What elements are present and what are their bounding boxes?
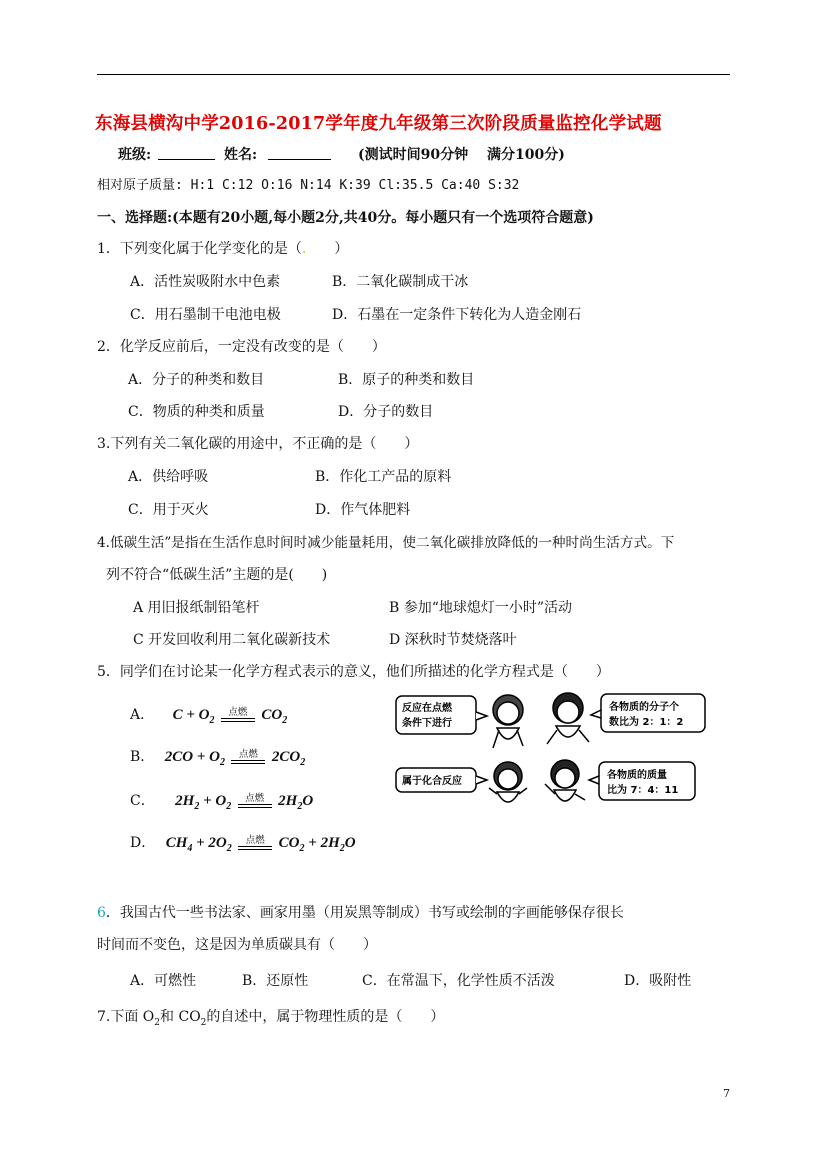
- bubble-3: 属于化合反应: [402, 776, 462, 787]
- q4-stem-line1: 4.低碳生活”是指在生活作息时间时减少能量耗用，使二氧化碳排放降低的一种时尚生活方式。下: [97, 535, 675, 551]
- q7-stem: 7.下面 $O_2$和 $CO_2$的自述中，属于物理性质的是（ ）: [97, 1009, 445, 1028]
- q3-option-a[interactable]: A．供给呼吸: [128, 469, 209, 485]
- q4-stem-line2: 列不符合“低碳生活”主题的是( ): [106, 567, 328, 583]
- exam-title: 东海县横沟中学2016-2017学年度九年级第三次阶段质量监控化学试题: [95, 114, 662, 134]
- q6-option-d[interactable]: D．吸附性: [624, 973, 692, 989]
- q6-option-c[interactable]: C．在常温下，化学性质不活泼: [362, 973, 555, 989]
- class-label: 班级:: [118, 147, 152, 163]
- q4-option-c[interactable]: C 开发回收利用二氧化碳新技术: [133, 632, 331, 648]
- bubble-1-line1: 反应在点燃: [402, 703, 452, 714]
- q5-discussion-illustration: [393, 688, 733, 816]
- section-heading: 一、选择题:(本题有20小题,每小题2分,共40分。每小题只有一个选项符合题意): [97, 210, 594, 226]
- page-number: 7: [723, 1087, 730, 1100]
- bubble-4-line1: 各物质的质量: [607, 770, 667, 781]
- q4-option-a[interactable]: A 用旧报纸制铅笔杆: [133, 600, 260, 616]
- bubble-4-line2: 比为 7：4：11: [607, 785, 679, 796]
- q1-stem: 1．下列变化属于化学变化的是（. ）: [97, 241, 349, 257]
- bubble-1-line2: 条件下进行: [402, 718, 452, 729]
- q5-option-c[interactable]: C． $2H_2 + O_2$ 点燃 $2H_2O$: [130, 793, 314, 812]
- time-score: (测试时间90分钟 满分100分): [358, 147, 565, 163]
- q3-option-b[interactable]: B．作化工产品的原料: [315, 469, 452, 485]
- atomic-mass: 相对原子质量: H:1 C:12 O:16 N:14 K:39 Cl:35.5 Ca:40 S:32: [97, 178, 520, 193]
- q6-option-a[interactable]: A．可燃性: [130, 973, 197, 989]
- q1-option-c[interactable]: C．用石墨制干电池电极: [130, 307, 281, 323]
- bubble-2-line1: 各物质的分子个: [609, 702, 679, 713]
- name-label: 姓名:: [224, 147, 258, 163]
- q4-option-d[interactable]: D 深秋时节焚烧落叶: [389, 632, 517, 648]
- q5-stem: 5．同学们在讨论某一化学方程式表示的意义，他们所描述的化学方程式是（ ）: [97, 664, 610, 680]
- student-boy-2-icon: [545, 760, 585, 801]
- q6-stem-line1: 6．我国古代一些书法家、画家用墨（用炭黑等制成）书写或绘制的字画能够保存很长: [97, 905, 624, 921]
- q3-option-c[interactable]: C．用于灭火: [128, 502, 209, 518]
- q6-option-b[interactable]: B．还原性: [242, 973, 309, 989]
- name-blank[interactable]: [268, 144, 331, 160]
- student-girl-icon: [493, 695, 523, 748]
- student-boy-icon: [547, 693, 589, 744]
- q1-option-b[interactable]: B．二氧化碳制成干冰: [332, 274, 469, 290]
- q5-option-b[interactable]: B． $2CO + O_2$ 点燃 $2CO_2$: [130, 749, 306, 768]
- q2-stem: 2．化学反应前后，一定没有改变的是（ ）: [97, 339, 386, 355]
- student-girl-2-icon: [489, 762, 527, 802]
- header-rule: [97, 74, 730, 75]
- q3-stem: 3.下列有关二氧化碳的用途中，不正确的是（ ）: [97, 436, 419, 452]
- bubble-2-line2: 数比为 2：1：2: [609, 717, 684, 728]
- q6-stem-line2: 时间而不变色，这是因为单质碳具有（ ）: [97, 937, 377, 953]
- q2-option-a[interactable]: A．分子的种类和数目: [128, 372, 265, 388]
- q2-option-b[interactable]: B．原子的种类和数目: [338, 372, 475, 388]
- q1-option-d[interactable]: D．石墨在一定条件下转化为人造金刚石: [332, 307, 582, 323]
- q4-option-b[interactable]: B 参加“地球熄灯一小时”活动: [389, 600, 573, 616]
- q1-option-a[interactable]: A．活性炭吸附水中色素: [130, 274, 281, 290]
- q5-option-d[interactable]: D． $CH_4 + 2O_2$ 点燃 $CO_2 + 2H_2O$: [130, 835, 356, 854]
- q2-option-c[interactable]: C．物质的种类和质量: [128, 404, 265, 420]
- q3-option-d[interactable]: D．作气体肥料: [315, 502, 411, 518]
- class-blank[interactable]: [158, 144, 215, 160]
- q2-option-d[interactable]: D．分子的数目: [338, 404, 434, 420]
- q5-option-a[interactable]: A． $C + O_2$ 点燃 $CO_2$: [130, 707, 288, 726]
